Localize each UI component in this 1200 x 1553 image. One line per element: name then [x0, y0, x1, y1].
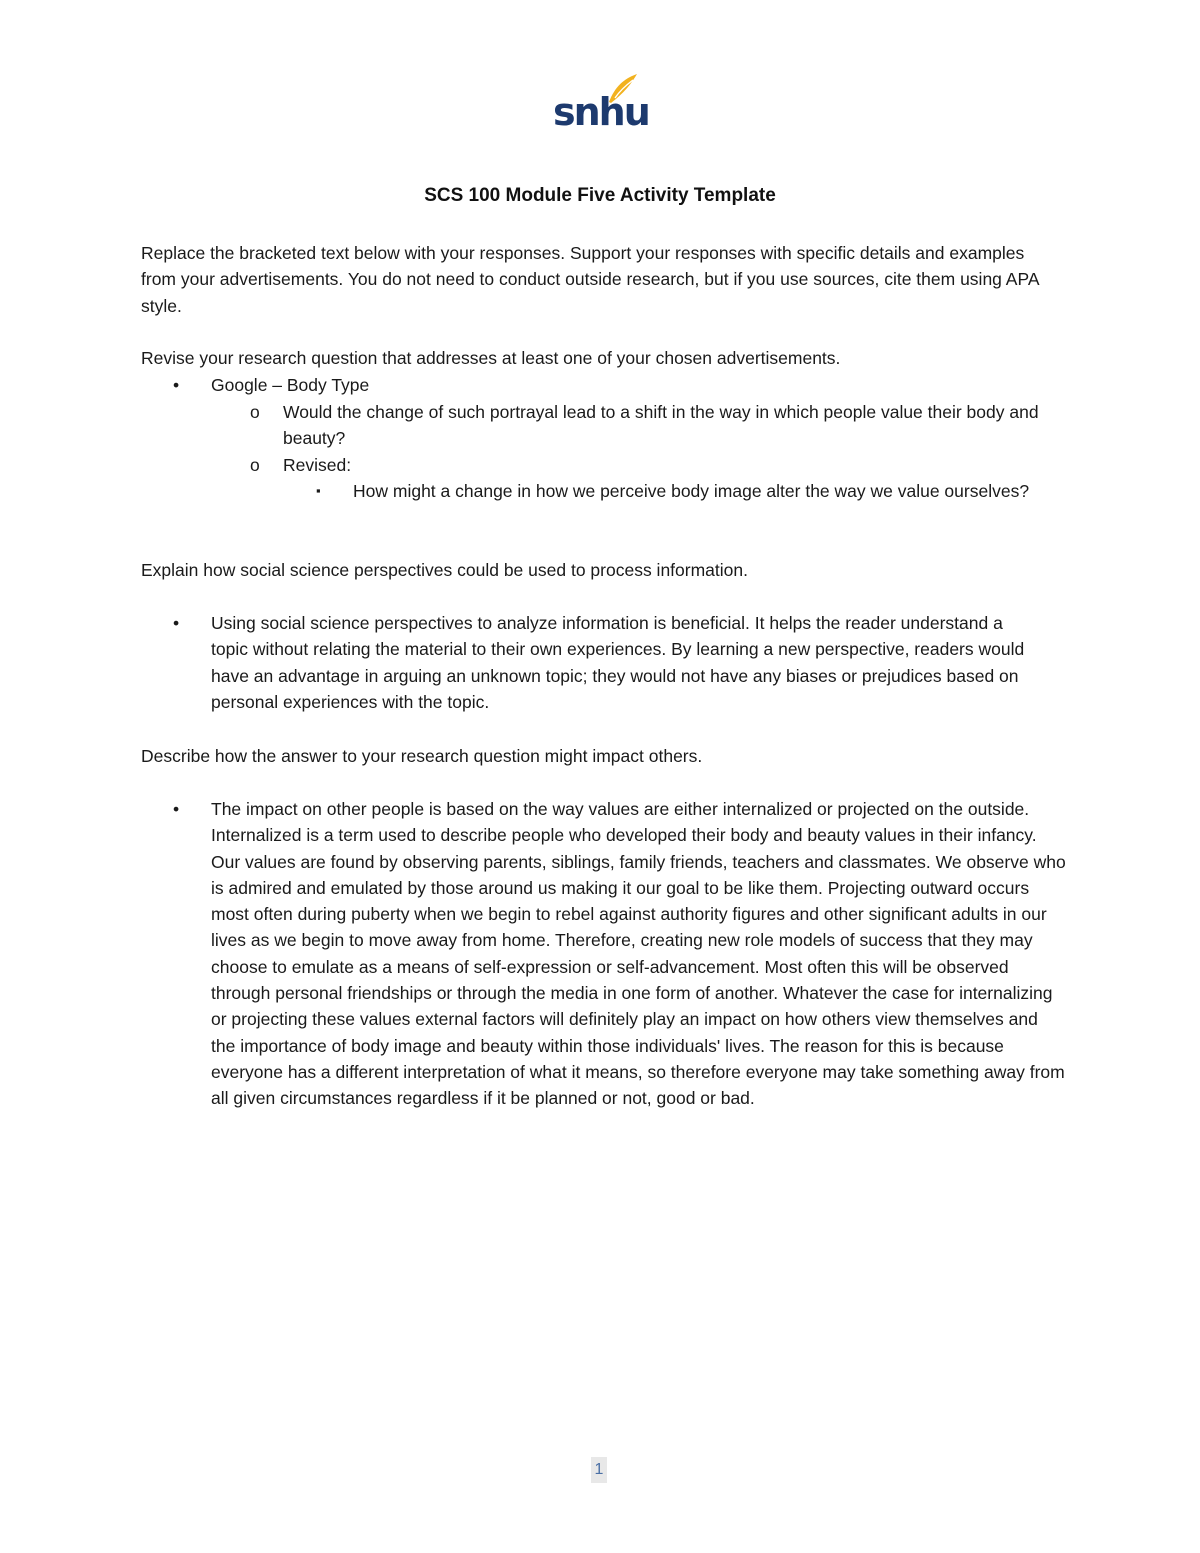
section1-bullet	[0, 372, 1200, 399]
circle-marker: o	[250, 455, 260, 475]
logo-text: snhu	[553, 90, 649, 134]
section1-subitem-revised	[0, 452, 1200, 479]
section1-bullet-text: Google – Body Type	[211, 375, 370, 395]
section3-prompt: Describe how the answer to your research question might impact others.	[141, 746, 703, 766]
section3-bullet-text: The impact on other people is based on the way values are either internalized or projected on the outside. Internalized is a term used to describe people who developed their body and beauty values in their infancy. Our values are found by observing parents, siblings, family friends, teachers and classmates. We observe who is admired and emulated by those around us making it our goal to be like them. Projecting outward occurs most often during puberty when we begin to rebel against authority figures and other significant adults in our lives as we begin to move away from home. Therefore, creating new role models of success that they may choose to emulate as a means of self-expression or self-advancement. Most often this will be observed through personal friendships or through the media in one form of another. Whatever the case for internalizing or projecting these values external factors will definitely play an impact on how others view themselves and the importance of body image and beauty within those individuals' lives. The reason for this is because everyone has a different interpretation of what it means, so therefore everyone may take something away from all given circumstances regardless if it be planned or not, good or bad.	[211, 799, 1066, 1109]
section2-bullet-text: Using social science perspectives to analyze information is beneficial. It helps the reader understand a topic without relating the material to their own experiences. By learning a new perspective, readers would have an advantage in arguing an unknown topic; they would not have any biases or prejudices based on personal experiences with the topic.	[211, 613, 1025, 712]
document-title: SCS 100 Module Five Activity Template	[424, 185, 776, 206]
bullet-marker: •	[173, 799, 180, 819]
circle-marker: o	[250, 402, 260, 422]
page-number: 1	[591, 1457, 607, 1483]
section3-bullet	[0, 796, 1200, 1166]
section1-subitem-original-text: Would the change of such portrayal lead to a shift in the way in which people value their body and beauty?	[283, 402, 1039, 449]
section1-revised-question	[0, 478, 1200, 531]
section2-bullet	[0, 610, 1200, 720]
bullet-marker: •	[173, 375, 180, 395]
bullet-marker: •	[173, 613, 180, 633]
instructions-paragraph: Replace the bracketed text below with your responses. Support your responses with specific details and examples from your advertisements. You do not need to conduct outside research, but if you use sources, cite them using APA style.	[141, 243, 1039, 316]
section1-revised-question-text: How might a change in how we perceive body image alter the way we value ourselves?	[353, 481, 1030, 501]
square-marker: ▪	[316, 483, 321, 498]
section1-subitem-original	[0, 399, 1200, 452]
snhu-logo	[553, 72, 649, 134]
section1-subitem-revised-text: Revised:	[283, 455, 352, 475]
section1-prompt: Revise your research question that addresses at least one of your chosen advertisements.	[141, 348, 841, 368]
section2-prompt: Explain how social science perspectives could be used to process information.	[141, 560, 748, 580]
